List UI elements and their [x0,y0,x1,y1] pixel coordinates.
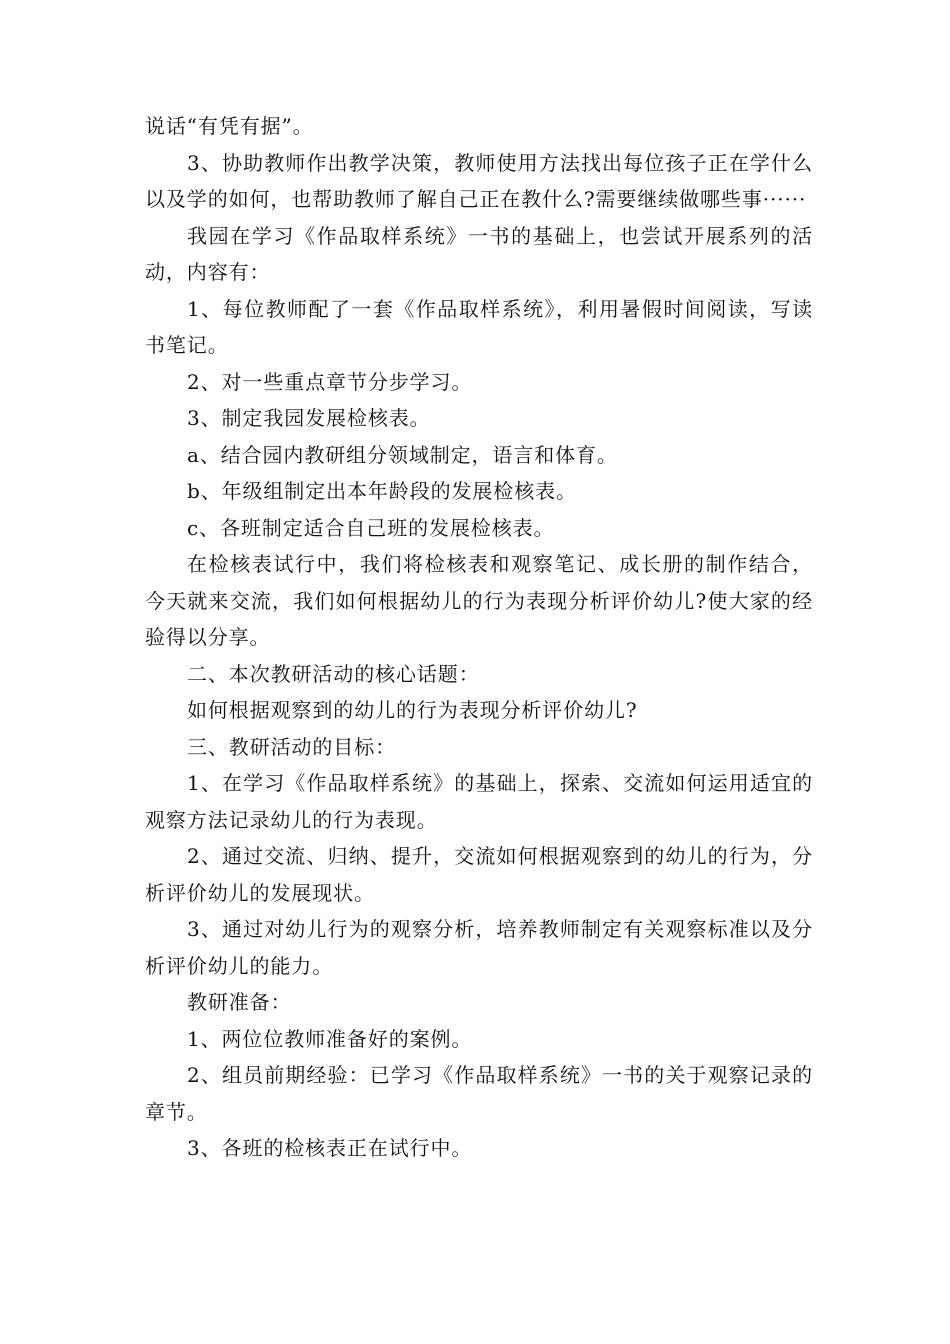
paragraph: 1、每位教师配了一套《作品取样系统》，利用暑假时间阅读，写读书笔记。 [145,296,813,357]
paragraph: 如何根据观察到的幼儿的行为表现分析评价幼儿? [187,698,638,722]
paragraph: c、各班制定适合自己班的发展检核表。 [187,515,555,540]
paragraph: 我园在学习《作品取样系统》一书的基础上，也尝试开展系列的活动，内容有： [145,223,813,284]
paragraph: 3、协助教师作出教学决策，教师使用方法找出每位孩子正在学什么以及学的如何，也帮助教师了解自己正在教什么?需要继续做哪些事······ [145,150,813,211]
paragraph: 1、两位位教师准备好的案例。 [187,1026,473,1051]
paragraph: b、年级组制定出本年龄段的发展检核表。 [187,479,577,503]
paragraph: 教研准备： [187,990,292,1014]
paragraph: 1、在学习《作品取样系统》的基础上，探索、交流如何运用适宜的观察方法记录幼儿的行为表现。 [145,771,813,832]
document-body [145,108,813,1167]
paragraph: 2、对一些重点章节分步学习。 [187,369,473,394]
paragraph: a、结合园内教研组分领域制定，语言和体育。 [187,442,618,467]
paragraph: 三、教研活动的目标： [187,734,396,759]
paragraph: 说话“有凭有据”。 [145,114,314,138]
paragraph: 二、本次教研活动的核心话题： [187,661,480,686]
paragraph: 2、通过交流、归纳、提升，交流如何根据观察到的幼儿的行为，分析评价幼儿的发展现状。 [145,844,813,905]
paragraph: 3、制定我园发展检核表。 [187,406,431,430]
paragraph: 3、各班的检核表正在试行中。 [187,1136,473,1160]
paragraph: 在检核表试行中，我们将检核表和观察笔记、成长册的制作结合，今天就来交流，我们如何根据幼儿的行为表现分析评价幼儿?使大家的经验得以分享。 [145,552,813,649]
paragraph: 2、组员前期经验：已学习《作品取样系统》一书的关于观察记录的章节。 [145,1063,813,1124]
paragraph: 3、通过对幼儿行为的观察分析，培养教师制定有关观察标准以及分析评价幼儿的能力。 [145,917,813,978]
